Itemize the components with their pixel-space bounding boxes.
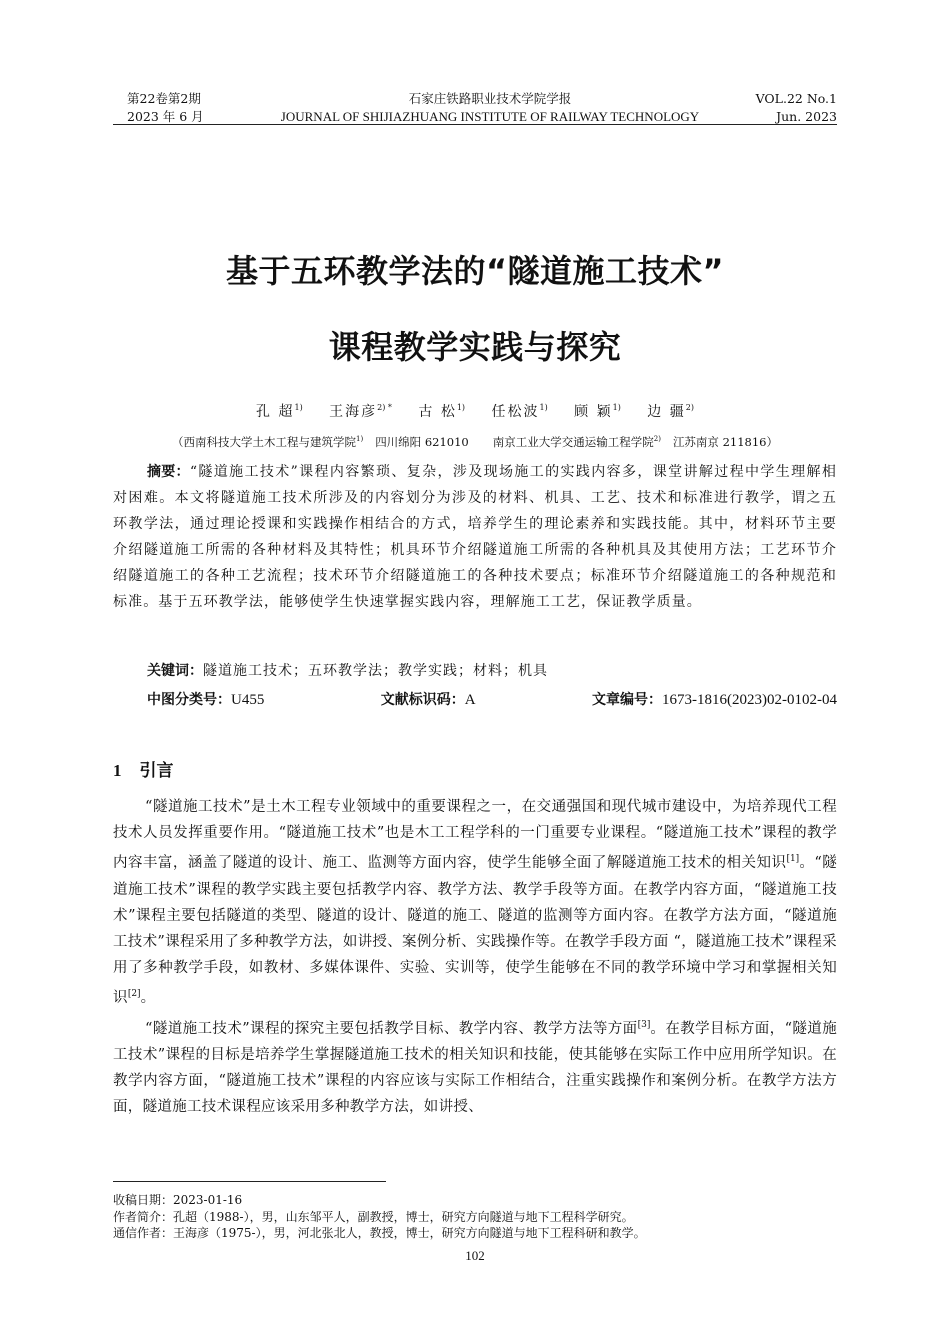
author: 孔 超$^{1)}$ (256, 403, 303, 420)
received-date: 收稿日期：2023-01-16 (113, 1193, 243, 1207)
citation: [3] (637, 1019, 651, 1030)
abstract (113, 459, 837, 615)
paragraph: “隧道施工技术”课程的探究主要包括教学目标、教学内容、教学方法等方面[3]。在教学目标方面，“隧道施工技术”课程的目标是培养学生掌握隧道施工技术的相关知识和技能，使其能够在实际工作中应用所学知识。在教学内容方面，“隧道施工技术”课程的内容应该与实际工作相结合，注重实践操作和案例分析。在教学方法方面，隧道施工技术课程应该采用多种教学方法，如讲授、 (113, 1019, 837, 1116)
abstract-label: 摘要： (147, 464, 190, 480)
section-heading (113, 756, 174, 781)
affiliation-2: 南京工业大学交通运输工程学院 (492, 435, 654, 449)
author: 王海彦$^{2) *}$ (329, 403, 392, 420)
clc-number: 中图分类号：U455 (147, 692, 265, 708)
abstract-text: “隧道施工技术”课程内容繁琐、复杂，涉及现场施工的实践内容多，课堂讲解过程中学生理解相对困难。本文将隧道施工技术所涉及的内容划分为涉及的材料、机具、工艺、技术和标准进行教学，谓之五环教学法，通过理论授课和实践操作相结合的方式，培养学生的理论素养和实践技能。其中，材料环节主要介绍隧道施工所需的各种材料及其特性；机具环节介绍隧道施工所需的各种机具及其使用方法；工艺环节介绍隧道施工的各种工艺流程；技术环节介绍隧道施工的各种技术要点；标准环节介绍隧道施工的各种规范和标准。基于五环教学法，能够使学生快速掌握实践内容，理解施工工艺，保证教学质量。 (113, 464, 837, 610)
date-en: Jun. 2023 (776, 109, 837, 124)
corresponding-author: 通信作者：王海彦（1975-），男，河北张北人，教授，博士，研究方向隧道与地下工程科研和教学。 (113, 1226, 646, 1240)
journal-name-cn: 石家庄铁路职业技术学院学报 (408, 91, 572, 106)
page-number: 102 (465, 1248, 485, 1263)
keywords (147, 660, 548, 680)
volume-issue: 第22卷第2期 (127, 91, 201, 106)
header-divider (113, 124, 837, 125)
body-text (113, 794, 837, 1120)
author: 顾 颖$^{1)}$ (574, 403, 621, 420)
issue-date: 2023 年 6 月 (127, 109, 204, 124)
author-bio: 作者简介：孔超（1988-），男，山东邹平人，副教授，博士，研究方向隧道与地下工程科学研究。 (113, 1209, 634, 1224)
paper-title-line2: 课程教学实践与探究 (328, 328, 622, 366)
affiliation-2-place: 江苏南京 211816 (672, 435, 767, 449)
citation: [1] (786, 854, 800, 865)
section-title: 引言 (139, 761, 174, 781)
section-number: 1 (113, 761, 122, 780)
affiliation-1-place: 四川绵阳 621010 (375, 435, 469, 449)
paragraph: “隧道施工技术”是土木工程专业领域中的重要课程之一，在交通强国和现代城市建设中，为培养现代工程技术人员发挥重要作用。“隧道施工技术”也是木工工程学科的一门重要专业课程。“隧道施工技术”课程的教学内容丰富，涵盖了隧道的设计、施工、监测等方面内容，使学生能够全面了解隧道施工技术的相关知识[1]。“隧道施工技术”课程的教学实践主要包括教学内容、教学方法、教学手段等方面。在教学内容方面，“隧道施工技术”课程主要包括隧道的类型、隧道的设计、隧道的施工、隧道的监测等方面内容。在教学方法方面，“隧道施工技术”课程采用了多种教学方法，如讲授、案例分析、实践操作等。在教学手段方面 “，隧道施工技术”课程采用了多种教学手段，如教材、多媒体课件、实验、实训等，使学生能够在不同的教学环境中学习和掌握相关知识[2]。 (113, 799, 837, 1007)
author: 边 疆$^{2)}$ (647, 403, 694, 420)
author: 古 松$^{1)}$ (418, 403, 466, 420)
affiliation-1: 西南科技大学土木工程与建筑学院 (183, 435, 356, 449)
article-number: 文章编号：1673-1816(2023)02-0102-04 (592, 692, 837, 708)
keywords-text: 隧道施工技术；五环教学法；教学实践；材料；机具 (203, 663, 548, 679)
classification-line (147, 689, 837, 709)
running-header-center (240, 90, 740, 126)
affiliations: （西南科技大学土木工程与建筑学院$^{1)}$ 四川绵阳 621010 南京工业大学交通运输工程学院$^{2)}$ 江苏南京 211816） (172, 435, 778, 449)
running-header-right (756, 90, 837, 126)
document-code: 文献标识码：A (380, 692, 476, 708)
volume-en: VOL.22 No.1 (755, 91, 837, 106)
keywords-label: 关键词： (147, 663, 203, 679)
author: 任松波$^{1)}$ (491, 403, 548, 420)
footnote-divider (113, 1181, 386, 1182)
citation: [2] (127, 989, 141, 1000)
running-header-left (127, 90, 204, 126)
footnotes (113, 1192, 837, 1242)
paper-title-line1: 基于五环教学法的“隧道施工技术” (225, 252, 725, 290)
journal-name-en: JOURNAL OF SHIJIAZHUANG INSTITUTE OF RAILWAY TECHNOLOGY (280, 109, 700, 124)
author-list (0, 401, 950, 421)
